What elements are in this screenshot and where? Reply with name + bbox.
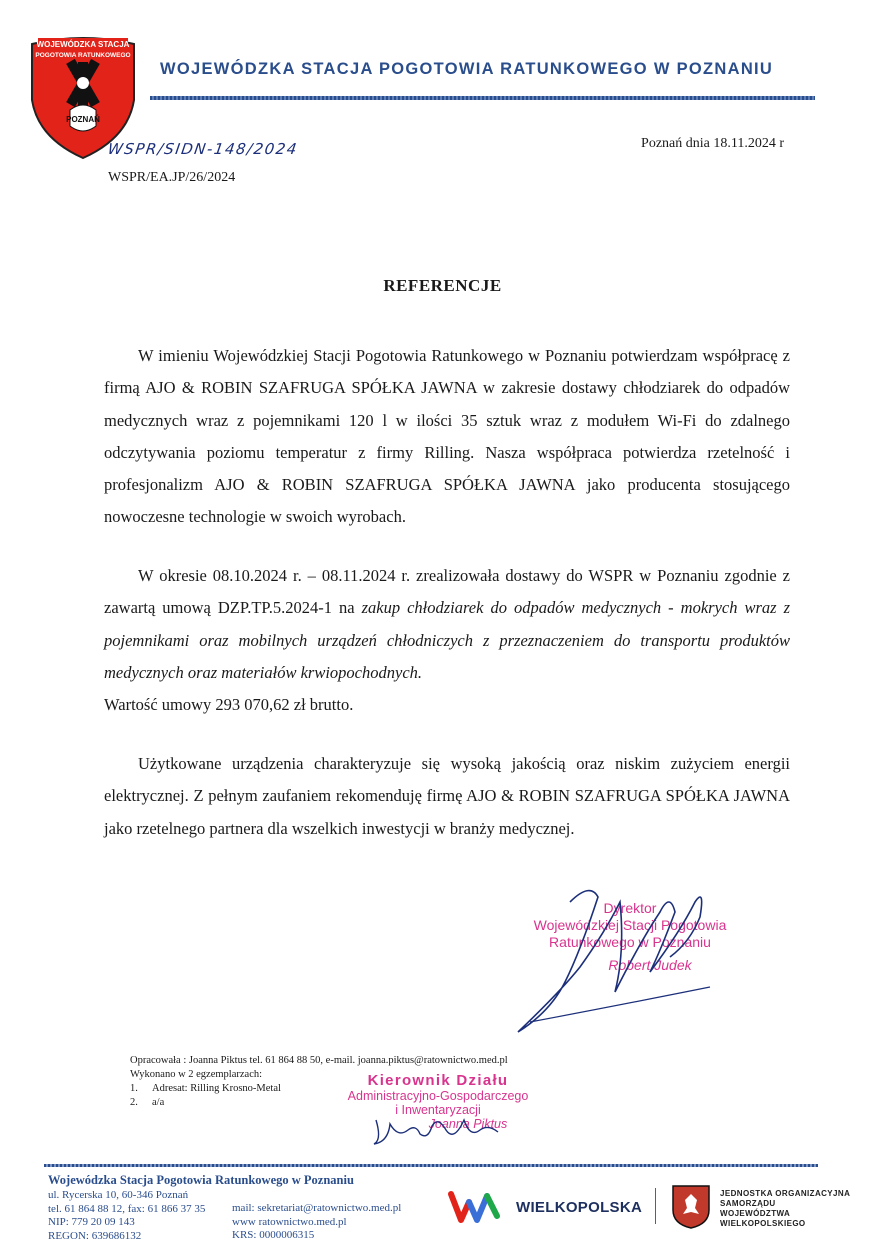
paragraph-cooperation [104, 340, 790, 534]
unit-line: SAMORZĄDU [720, 1199, 776, 1208]
paragraph-contract [104, 560, 790, 721]
footer-mail[interactable]: mail: sekretariat@ratownictwo.med.pl [232, 1202, 402, 1214]
stamp-name: Robert Judek [608, 957, 692, 973]
stamp-title: Kierownik Działu [367, 1072, 509, 1089]
footer-divider [44, 1164, 818, 1167]
handwritten-reference: WSPR/SIDN-148/2024 [106, 140, 300, 158]
stamp-line: Administracyjno-Gospodarczego [347, 1089, 529, 1103]
stamp-line: Wojewódzkiej Stacji Pogotowia [533, 917, 727, 933]
footer-krs: KRS: 0000006315 [232, 1229, 315, 1241]
unit-description [720, 1189, 850, 1229]
footer-www[interactable]: www ratownictwo.med.pl [232, 1215, 347, 1228]
footer-nip: NIP: 779 20 09 143 [48, 1216, 135, 1228]
wielkopolska-logo-icon [447, 1186, 507, 1226]
paragraph-recommendation [104, 748, 790, 845]
paragraph-text: Użytkowane urządzenia charakteryzuje się wysoką jakością oraz niskim zużyciem energii elektrycznej. Z pełnym zaufaniem rekomenduję firmę AJO & ROBIN SZAFRUGA SPÓŁKA JAWNA jako rzetelnego partnera dla wszelkich inwestycji w branży medycznej. [104, 754, 790, 838]
department-head-signature [368, 1110, 508, 1150]
stamp-line: Dyrektor [603, 900, 657, 916]
contract-subject: zakup chłodziarek do odpadów medycznych - mokrych wraz z pojemnikami oraz mobilnych urządzeń chłodniczych z przeznaczeniem do transportu produktów medycznych oraz materiałów krwiopochodnych. [104, 598, 790, 682]
footer-institution-name: Wojewódzka Stacja Pogotowia Ratunkowego w Poznaniu [48, 1173, 354, 1187]
stamp-line: i Inwentaryzacji [395, 1103, 481, 1117]
region-brand: WIELKOPOLSKA [516, 1199, 643, 1216]
copies-line: Wykonano w 2 egzemplarzach: [130, 1069, 263, 1080]
copy-num: 2. [130, 1097, 138, 1108]
paragraph-text: W imieniu Wojewódzkiej Stacji Pogotowia Ratunkowego w Poznaniu potwierdzam współpracę z firmą AJO & ROBIN SZAFRUGA SPÓŁKA JAWNA w zakresie dostawy chłodziarek do odpadów medycznych wraz z pojemnikami 120 l w ilości 35 sztuk wraz z modułem Wi-Fi do zdalnego odczytywania poziomu temperatur z firmy Rilling. Nasza współpraca potwierdza rzetelność i profesjonalizm AJO & ROBIN SZAFRUGA SPÓŁKA JAWNA jako producenta stosującego nowoczesne technologie w swoich wyrobach. [104, 346, 790, 527]
document-title: REFERENCJE [383, 276, 502, 295]
footer-address-block [48, 1189, 205, 1243]
place-date: Poznań dnia 18.11.2024 r [641, 136, 784, 151]
copy-text: a/a [152, 1097, 165, 1108]
svg-text:WOJEWÓDZKA STACJA: WOJEWÓDZKA STACJA [36, 40, 130, 49]
header-divider [150, 96, 815, 100]
unit-line: JEDNOSTKA ORGANIZACYJNA [720, 1189, 851, 1198]
unit-line: WIELKOPOLSKIEGO [720, 1219, 806, 1228]
stamp-name: Joanna Piktus [428, 1117, 508, 1131]
prepared-by-line: Opracowała : Joanna Piktus tel. 61 864 88 50, e-mail. joanna.piktus@ratownictwo.med.pl [130, 1055, 508, 1066]
copy-num: 1. [130, 1083, 138, 1094]
footer-separator [655, 1188, 656, 1224]
footer-regon: REGON: 639686132 [48, 1229, 142, 1242]
copy-text: Adresat: Rilling Krosno-Metal [152, 1083, 281, 1094]
reference-number: WSPR/EA.JP/26/2024 [108, 170, 236, 185]
svg-text:POGOTOWIA RATUNKOWEGO: POGOTOWIA RATUNKOWEGO [35, 52, 131, 59]
coat-of-arms-icon [671, 1184, 711, 1230]
director-signature [510, 872, 740, 1042]
contract-value: Wartość umowy 293 070,62 zł brutto. [104, 695, 354, 715]
footer-address: ul. Rycerska 10, 60-346 Poznań [48, 1189, 189, 1201]
svg-text:POZNAŃ: POZNAŃ [66, 115, 100, 124]
unit-line: WOJEWÓDZTWA [720, 1209, 791, 1218]
institution-name: WOJEWÓDZKA STACJA POGOTOWIA RATUNKOWEGO W POZNANIU [160, 60, 774, 78]
footer-contact-block [232, 1202, 401, 1243]
stamp-line: Ratunkowego w Poznaniu [549, 934, 711, 950]
footer-phone: tel. 61 864 88 12, fax: 61 866 37 35 [48, 1202, 206, 1215]
paragraph-text: W okresie 08.10.2024 r. – 08.11.2024 r. zrealizowała dostawy do WSPR w Poznaniu zgodnie z zawartą umową DZP.TP.5.2024-1 na [104, 566, 790, 618]
